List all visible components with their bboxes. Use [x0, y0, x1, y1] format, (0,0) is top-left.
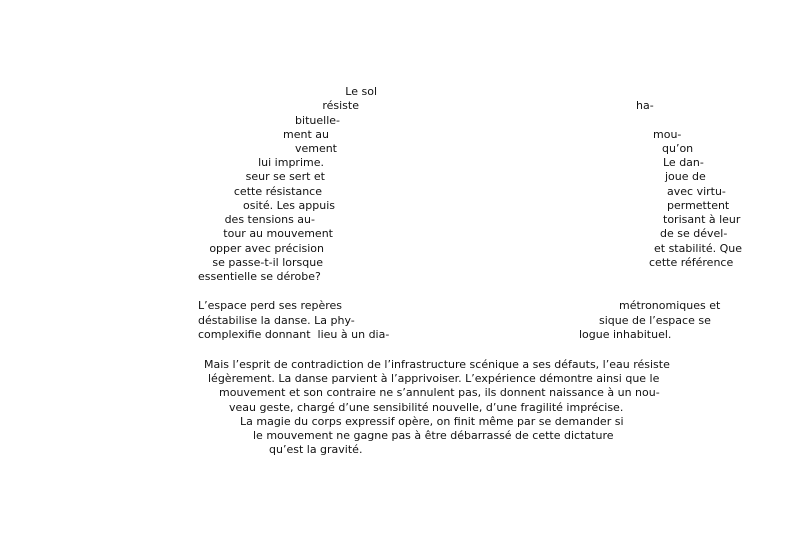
poem-line: qu’on — [662, 142, 694, 155]
poem-line: métronomiques et — [619, 299, 721, 312]
poem-line: seur se sert et — [245, 170, 325, 183]
poem-line: de se dével- — [660, 227, 728, 240]
poem-line: résiste — [322, 99, 359, 112]
poem-line: logue inhabituel. — [579, 328, 672, 341]
poem-line: le mouvement ne gagne pas à être débarrassé de cette dictature — [253, 429, 614, 442]
poem-line: torisant à leur — [663, 213, 741, 226]
poem-line: joue de — [665, 170, 706, 183]
poem-line: permettent — [667, 199, 730, 212]
poem-line: tour au mouvement — [223, 227, 333, 240]
poem-line: déstabilise la danse. La phy- — [198, 314, 355, 327]
poem-line: cette référence — [649, 256, 734, 269]
poem-line: bituelle- — [295, 114, 340, 127]
poem-line: veau geste, chargé d’une sensibilité nouvelle, d’une fragilité imprécise. — [229, 401, 624, 414]
poem-line: se passe-t-il lorsque — [212, 256, 323, 269]
poem-line: ment au — [283, 128, 329, 141]
poem-line: ha- — [636, 99, 654, 112]
poem-line: des tensions au- — [224, 213, 315, 226]
poem-line: mou- — [653, 128, 682, 141]
poem-line: essentielle se dérobe? — [198, 270, 321, 283]
poem-line: qu’est la gravité. — [269, 443, 363, 456]
poem-line: Le dan- — [663, 156, 704, 169]
poem-line: avec virtu- — [667, 185, 726, 198]
poem-line: cette résistance — [233, 185, 322, 198]
poem-line: opper avec précision — [209, 242, 324, 255]
poem-line: L’espace perd ses repères — [198, 299, 343, 312]
poem-line: osité. Les appuis — [243, 199, 335, 212]
poem-line: Le sol — [345, 85, 377, 98]
poem-line: mouvement et son contraire ne s’annulent pas, ils donnent naissance à un nou- — [219, 386, 660, 399]
poem-line: Mais l’esprit de contradiction de l’infrastructure scénique a ses défauts, l’eau résiste — [204, 358, 670, 371]
poem-line: et stabilité. Que — [654, 242, 742, 255]
poem-line: vement — [294, 142, 337, 155]
poem-line: complexifie donnant lieu à un dia- — [198, 328, 390, 341]
poem-line: La magie du corps expressif opère, on finit même par se demander si — [240, 415, 624, 428]
poem-line: légèrement. La danse parvient à l’apprivoiser. L’expérience démontre ainsi que le — [208, 372, 660, 385]
poem-line: lui imprime. — [258, 156, 324, 169]
poem-line: sique de l’espace se — [599, 314, 711, 327]
